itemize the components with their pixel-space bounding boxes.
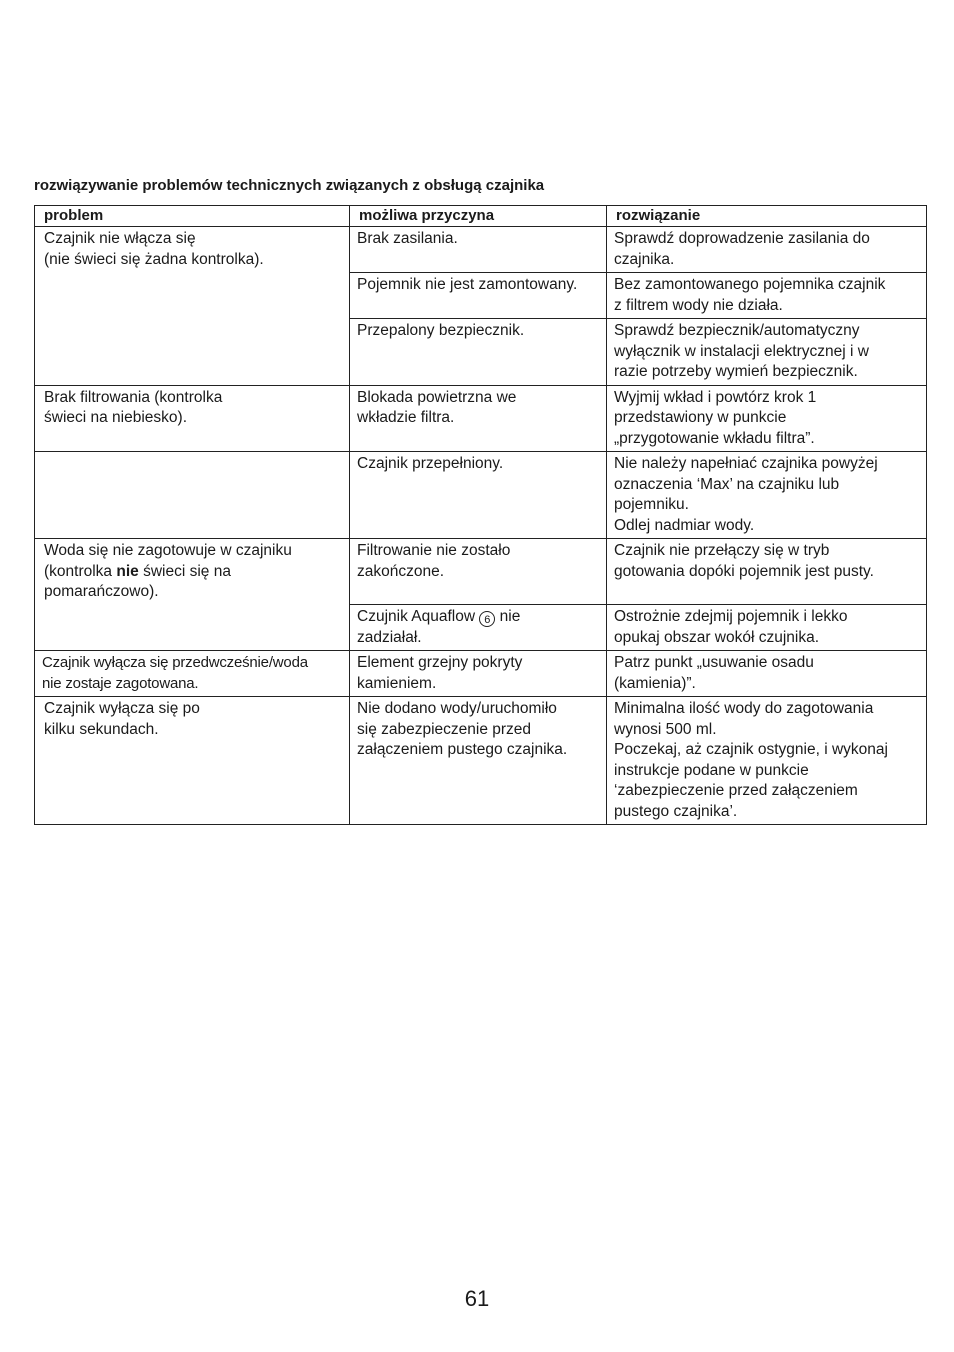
cause-cell xyxy=(350,605,607,651)
cause-cell xyxy=(350,697,607,825)
problem-text: świeci na niebiesko). xyxy=(44,409,188,426)
problem-text: Czajnik wyłącza się po xyxy=(44,700,200,717)
solution-text: instrukcje podane w punkcie xyxy=(614,761,809,779)
cause-text-part: Czujnik Aquaflow xyxy=(357,608,480,625)
solution-text: Patrz punkt „usuwanie osadu xyxy=(614,654,814,671)
problem-text: pomarańczowo). xyxy=(44,583,159,600)
cause-text: załączeniem pustego czajnika. xyxy=(357,741,568,758)
cause-text-part: nie xyxy=(495,608,521,625)
cause-text: wkładzie filtra. xyxy=(357,409,455,426)
table-row xyxy=(35,697,927,825)
solution-text: oznaczenia ‘Max’ na czajniku lub xyxy=(614,475,840,493)
cause-text: Filtrowanie nie zostało xyxy=(357,542,511,559)
cause-cell xyxy=(350,385,607,452)
cause-text: Element grzejny pokryty xyxy=(357,654,523,671)
solution-text: Nie należy napełniać czajnika powyżej xyxy=(614,455,878,472)
header-problem: problem xyxy=(35,206,350,227)
problem-text: Brak filtrowania (kontrolka xyxy=(44,388,223,406)
number-6-circle-icon: 6 xyxy=(479,611,495,627)
problem-text: nie zostaje zagotowana. xyxy=(42,674,199,692)
solution-text: czajnika. xyxy=(614,250,675,268)
cause-text: Nie dodano wody/uruchomiło xyxy=(357,700,557,717)
cause-cell xyxy=(350,319,607,386)
problem-text xyxy=(44,562,342,583)
solution-cell xyxy=(607,452,927,539)
cause-cell xyxy=(350,273,607,319)
problem-text: (nie świeci się żadna kontrolka). xyxy=(44,250,264,268)
table-row xyxy=(35,227,927,273)
problem-text: kilku sekundach. xyxy=(44,720,159,738)
table-header-row xyxy=(35,206,927,227)
solution-cell xyxy=(607,385,927,452)
solution-cell xyxy=(607,651,927,697)
problem-text-part: (kontrolka xyxy=(44,562,117,580)
solution-cell xyxy=(607,539,927,605)
solution-text: pojemniku. xyxy=(614,496,689,513)
cause-text: Pojemnik nie jest zamontowany. xyxy=(357,276,578,293)
solution-text: Sprawdź doprowadzenie zasilania do xyxy=(614,230,870,247)
problem-text-emphasis: nie xyxy=(116,562,139,580)
problem-cell xyxy=(35,651,350,697)
cause-cell xyxy=(350,651,607,697)
solution-text: Bez zamontowanego pojemnika czajnik xyxy=(614,276,886,293)
problem-cell xyxy=(35,697,350,825)
table-row xyxy=(35,651,927,697)
solution-text: gotowania dopóki pojemnik jest pusty. xyxy=(614,562,874,580)
cause-text: zakończone. xyxy=(357,562,445,580)
solution-text: Odlej nadmiar wody. xyxy=(614,516,755,534)
cause-text: Blokada powietrzna we xyxy=(357,388,517,406)
header-solution: rozwiązanie xyxy=(607,206,927,227)
problem-cell xyxy=(35,385,350,452)
problem-text-part: świeci się na xyxy=(138,562,231,580)
problem-cell xyxy=(35,227,350,386)
solution-text: Minimalna ilość wody do zagotowania xyxy=(614,700,874,717)
problem-cell-empty xyxy=(35,452,350,539)
solution-text: wynosi 500 ml. xyxy=(614,720,717,738)
solution-text: Czajnik nie przełączy się w tryb xyxy=(614,542,830,559)
solution-text: wyłącznik w instalacji elektrycznej i w xyxy=(614,342,869,360)
solution-text: (kamienia)”. xyxy=(614,674,696,692)
solution-text: Poczekaj, aż czajnik ostygnie, i wykonaj xyxy=(614,741,888,758)
section-title: rozwiązywanie problemów technicznych związanych z obsługą czajnika xyxy=(34,177,545,194)
solution-text: Ostrożnie zdejmij pojemnik i lekko xyxy=(614,608,848,625)
solution-cell xyxy=(607,227,927,273)
page-number: 61 xyxy=(464,1286,490,1311)
header-cause: możliwa przyczyna xyxy=(350,206,607,227)
solution-text: opukaj obszar wokół czujnika. xyxy=(614,628,820,646)
cause-text: Przepalony bezpiecznik. xyxy=(357,322,525,339)
solution-text: z filtrem wody nie działa. xyxy=(614,296,783,314)
solution-text: ‘zabezpieczenie przed załączeniem xyxy=(614,782,858,799)
cause-text: Brak zasilania. xyxy=(357,230,458,247)
solution-text: Wyjmij wkład i powtórz krok 1 xyxy=(614,388,817,406)
cause-cell xyxy=(350,539,607,605)
solution-cell xyxy=(607,605,927,651)
cause-cell xyxy=(350,452,607,539)
solution-text: razie potrzeby wymień bezpiecznik. xyxy=(614,363,858,380)
cause-text: kamieniem. xyxy=(357,674,437,692)
troubleshooting-table xyxy=(34,205,927,825)
solution-cell xyxy=(607,697,927,825)
solution-cell xyxy=(607,319,927,386)
problem-cell xyxy=(35,539,350,651)
problem-text: Czajnik wyłącza się przedwcześnie/woda xyxy=(42,654,308,671)
table-row xyxy=(35,452,927,539)
cause-text xyxy=(357,607,599,628)
table-row xyxy=(35,539,927,605)
table-row xyxy=(35,385,927,452)
solution-cell xyxy=(607,273,927,319)
solution-text: „przygotowanie wkładu filtra”. xyxy=(614,429,815,447)
problem-text: Czajnik nie włącza się xyxy=(44,230,196,247)
solution-text: pustego czajnika’. xyxy=(614,802,738,820)
solution-text: przedstawiony w punkcie xyxy=(614,409,787,426)
cause-text: zadziałał. xyxy=(357,628,422,646)
problem-text: Woda się nie zagotowuje w czajniku xyxy=(44,542,292,559)
cause-cell xyxy=(350,227,607,273)
cause-text: się zabezpieczenie przed xyxy=(357,720,532,738)
cause-text: Czajnik przepełniony. xyxy=(357,455,504,472)
solution-text: Sprawdź bezpiecznik/automatyczny xyxy=(614,322,860,339)
